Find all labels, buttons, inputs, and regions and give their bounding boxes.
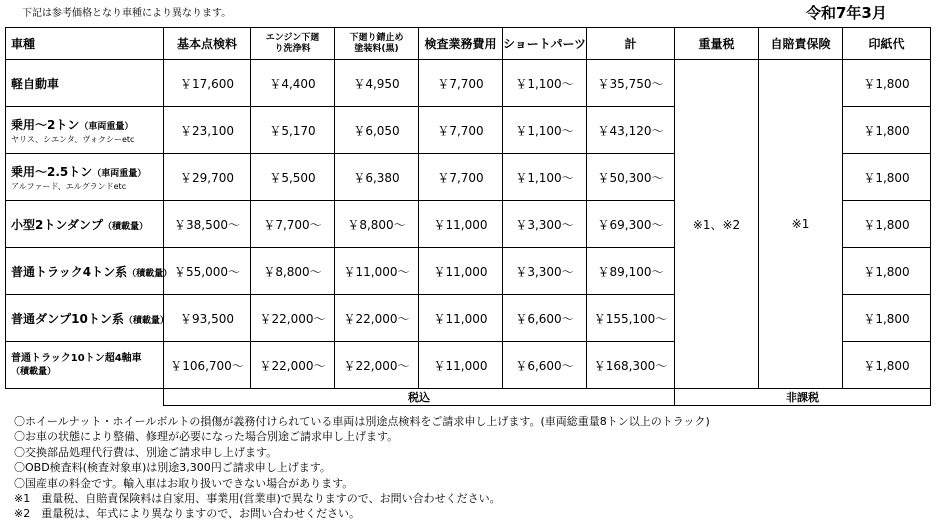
rust-fee-cell: ￥22,000～	[335, 295, 419, 342]
vehicle-name-cell: 乗用～2.5トン（車両重量） アルファード、エルグランドetc	[6, 154, 164, 201]
inspection-fee-cell: ￥7,700	[419, 60, 503, 107]
note-line: ※1 重量税、自賠責保険料は自家用、事業用(営業車)で異なりますので、お問い合わせください。	[14, 492, 501, 506]
basic-fee-cell: ￥106,700～	[164, 342, 251, 389]
price-table	[5, 27, 931, 406]
short-parts-cell: ￥1,100～	[503, 107, 587, 154]
total-cell: ￥50,300～	[587, 154, 675, 201]
wash-fee-cell: ￥22,000～	[251, 342, 335, 389]
total-cell: ￥89,100～	[587, 248, 675, 295]
note-line: 〇ホイールナット・ホイールボルトの損傷が義務付けられている車両は別途点検料をご請求申し上げます。(車両総重量8トン以上のトラック)	[14, 415, 710, 428]
header-insurance: 自賠責保険	[759, 28, 843, 60]
inspection-fee-cell: ￥11,000	[419, 248, 503, 295]
wash-fee-cell: ￥8,800～	[251, 248, 335, 295]
vehicle-name-cell: 普通ダンプ10トン系（積載量）	[6, 295, 164, 342]
note-line: 〇OBD検査料(検査対象車)は別途3,300円ご請求申し上げます。	[14, 461, 331, 475]
short-parts-cell: ￥3,300～	[503, 201, 587, 248]
vehicle-name-cell: 乗用～2トン（車両重量） ヤリス、シエンタ、ヴォクシーetc	[6, 107, 164, 154]
rust-fee-cell: ￥8,800～	[335, 201, 419, 248]
short-parts-cell: ￥1,100～	[503, 60, 587, 107]
stamp-fee-cell: ￥1,800	[843, 107, 931, 154]
note-line: 〇国産車の料金です。輸入車はお取り扱いできない場合があります。	[14, 476, 354, 490]
stamp-fee-cell: ￥1,800	[843, 60, 931, 107]
header-short-parts: ショートパーツ	[503, 28, 587, 60]
rust-fee-cell: ￥11,000～	[335, 248, 419, 295]
table-row	[6, 60, 931, 107]
rust-fee-cell: ￥4,950	[335, 60, 419, 107]
basic-fee-cell: ￥93,500	[164, 295, 251, 342]
total-cell: ￥35,750～	[587, 60, 675, 107]
weight-tax-merged-cell: ※1、※2	[675, 60, 759, 389]
inspection-fee-cell: ￥7,700	[419, 154, 503, 201]
short-parts-cell: ￥6,600～	[503, 295, 587, 342]
insurance-merged-cell: ※1	[759, 60, 843, 389]
header-rust-coating: 下廻り錆止め塗装料(黒)	[335, 28, 419, 60]
total-cell: ￥155,100～	[587, 295, 675, 342]
table-header-row	[6, 28, 931, 60]
total-cell: ￥43,120～	[587, 107, 675, 154]
basic-fee-cell: ￥38,500～	[164, 201, 251, 248]
notes-list	[14, 414, 710, 522]
vehicle-name-cell: 普通トラック4トン系（積載量）	[6, 248, 164, 295]
reference-price-note: 下記は参考価格となり車種により異なります。	[22, 8, 232, 19]
note-line: 〇お車の状態により整備、修理が必要になった場合別途ご請求申し上げます。	[14, 430, 399, 444]
vehicle-name-cell: 小型2トンダンプ（積載量）	[6, 201, 164, 248]
basic-fee-cell: ￥17,600	[164, 60, 251, 107]
short-parts-cell: ￥1,100～	[503, 154, 587, 201]
wash-fee-cell: ￥5,500	[251, 154, 335, 201]
wash-fee-cell: ￥5,170	[251, 107, 335, 154]
inspection-fee-cell: ￥11,000	[419, 342, 503, 389]
header-total: 計	[587, 28, 675, 60]
basic-fee-cell: ￥29,700	[164, 154, 251, 201]
tax-label-row	[6, 389, 931, 406]
inspection-fee-cell: ￥11,000	[419, 201, 503, 248]
rust-fee-cell: ￥22,000～	[335, 342, 419, 389]
header-inspection-fee: 検査業務費用	[419, 28, 503, 60]
wash-fee-cell: ￥4,400	[251, 60, 335, 107]
short-parts-cell: ￥6,600～	[503, 342, 587, 389]
inspection-fee-cell: ￥11,000	[419, 295, 503, 342]
total-cell: ￥168,300～	[587, 342, 675, 389]
stamp-fee-cell: ￥1,800	[843, 154, 931, 201]
note-line: ※2 重量税は、年式により異なりますので、お問い合わせください。	[14, 507, 360, 521]
stamp-fee-cell: ￥1,800	[843, 201, 931, 248]
stamp-fee-cell: ￥1,800	[843, 295, 931, 342]
rust-fee-cell: ￥6,380	[335, 154, 419, 201]
header-weight-tax: 重量税	[675, 28, 759, 60]
wash-fee-cell: ￥22,000～	[251, 295, 335, 342]
wash-fee-cell: ￥7,700～	[251, 201, 335, 248]
stamp-fee-cell: ￥1,800	[843, 342, 931, 389]
note-line: 〇交換部品処理代行費は、別途ご請求申し上げます。	[14, 445, 278, 459]
rust-fee-cell: ￥6,050	[335, 107, 419, 154]
header-engine-wash: エンジン下廻り洗浄料	[251, 28, 335, 60]
total-cell: ￥69,300～	[587, 201, 675, 248]
header-vehicle-type: 車種	[6, 28, 164, 60]
tax-exempt-label: 非課税	[675, 389, 931, 406]
basic-fee-cell: ￥23,100	[164, 107, 251, 154]
vehicle-name-cell: 軽自動車	[6, 60, 164, 107]
tax-included-label: 税込	[164, 389, 675, 406]
short-parts-cell: ￥3,300～	[503, 248, 587, 295]
date-label: 令和7年3月	[806, 4, 887, 22]
header-basic-fee: 基本点検料	[164, 28, 251, 60]
stamp-fee-cell: ￥1,800	[843, 248, 931, 295]
header-stamp-fee: 印紙代	[843, 28, 931, 60]
basic-fee-cell: ￥55,000～	[164, 248, 251, 295]
inspection-fee-cell: ￥7,700	[419, 107, 503, 154]
vehicle-name-cell: 普通トラック10トン超4軸車 （積載量）	[6, 342, 164, 389]
